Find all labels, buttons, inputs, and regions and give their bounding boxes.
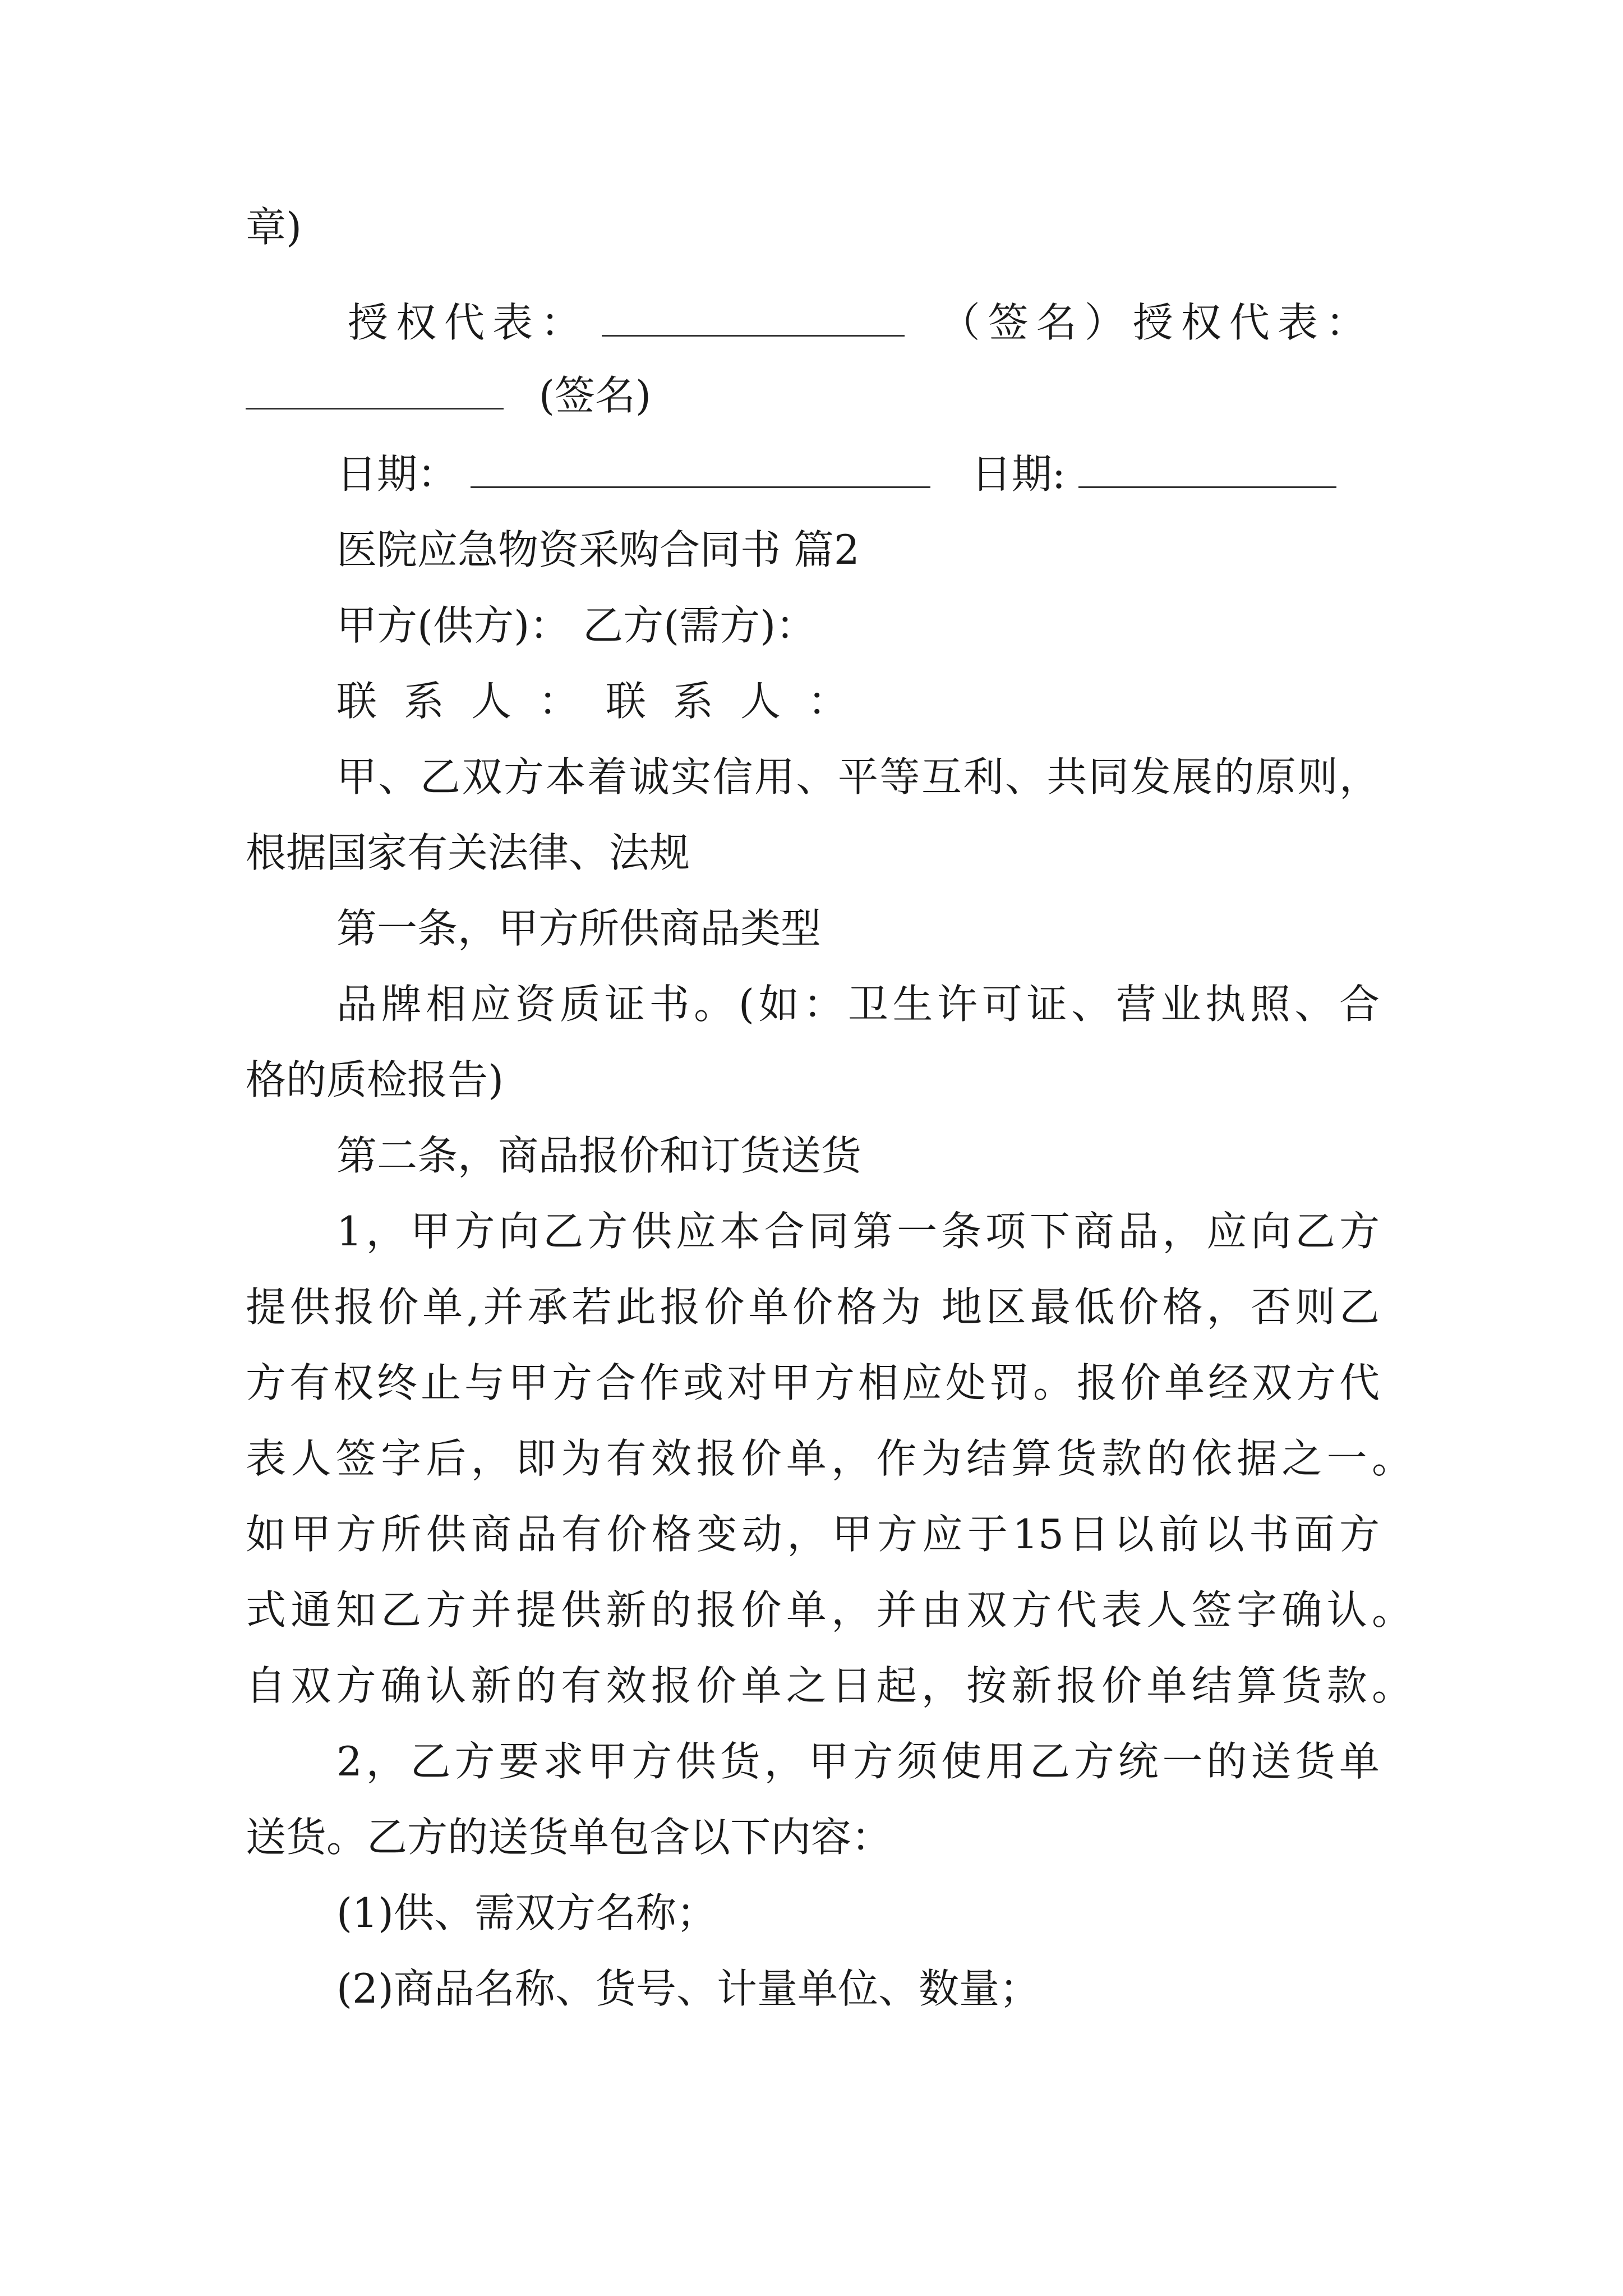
text-line (336, 746, 1380, 808)
text-line (246, 196, 302, 258)
date-label: 日期： (336, 450, 458, 498)
line-text: 甲方(供方)： 乙方(需方)： (336, 602, 817, 649)
line-text: 2，乙方要求甲方供货，甲方须使用乙方统一的送货单 (336, 1738, 1380, 1785)
text-line (336, 670, 875, 732)
date-blank[interactable] (471, 452, 930, 488)
sign-label: (签名) (538, 372, 652, 419)
date-label: 日期: (971, 450, 1066, 498)
line-text: 式通知乙方并提供新的报价单，并由双方代表人签字确认。 (246, 1586, 1412, 1634)
line-text: 甲、乙双方本着诚实信用、平等互利、共同发展的原则， (336, 753, 1380, 800)
signature-line (348, 292, 1374, 353)
section-heading (336, 519, 860, 581)
text-line (246, 1503, 1380, 1565)
line-text: 1，甲方向乙方供应本合同第一条项下商品，应向乙方 (336, 1208, 1380, 1255)
date-blank[interactable] (1078, 452, 1336, 488)
date-line (336, 443, 1336, 505)
list-item (336, 1882, 717, 1944)
line-text: 如甲方所供商品有价格变动，甲方应于15日以前以书面方 (246, 1511, 1380, 1558)
list-item (336, 1958, 1040, 2019)
line-text: 自双方确认新的有效报价单之日起，按新报价单结算货款。 (246, 1662, 1412, 1709)
signature-line (246, 365, 651, 426)
signature-blank[interactable] (602, 300, 905, 337)
text-line (246, 822, 690, 884)
text-line (246, 1352, 1380, 1414)
text-line (246, 1428, 1412, 1489)
sign-and-rep-label: （签名）授权代表： (939, 299, 1374, 346)
line-text: 送货。乙方的送货单包含以下内容： (246, 1814, 892, 1861)
line-text: 提供报价单,并承若此报价单价格为 地区最低价格，否则乙 (246, 1283, 1380, 1331)
line-text: 第一条，甲方所供商品类型 (336, 905, 822, 952)
text-line (336, 1125, 861, 1186)
text-line (246, 1049, 504, 1111)
text-line (246, 1579, 1412, 1641)
line-text: 根据国家有关法律、法规 (246, 829, 690, 876)
text-line (336, 595, 816, 656)
line-text: 表人签字后，即为有效报价单，作为结算货款的依据之一。 (246, 1435, 1412, 1482)
line-text: (1)供、需双方名称； (336, 1889, 717, 1936)
line-text: 格的质检报告) (246, 1056, 504, 1103)
text-line (336, 973, 1380, 1035)
text-line (336, 1731, 1380, 1792)
line-text: 医院应急物资采购合同书 篇2 (336, 526, 860, 573)
line-text: 联系人：联系人： (336, 678, 875, 725)
text-line (246, 1276, 1380, 1338)
text-line (246, 1655, 1412, 1717)
text-line (336, 898, 821, 959)
text-line (336, 1200, 1380, 1262)
line-text: 品牌相应资质证书。(如：卫生许可证、营业执照、合 (336, 981, 1380, 1028)
line-text: 第二条，商品报价和订货送货 (336, 1132, 862, 1179)
line-text: (2)商品名称、货号、计量单位、数量； (336, 1965, 1040, 2012)
line-text: 方有权终止与甲方合作或对甲方相应处罚。报价单经双方代 (246, 1359, 1380, 1406)
line-text: 章) (246, 204, 302, 251)
text-line (246, 1806, 892, 1868)
signature-blank[interactable] (246, 373, 504, 409)
authorized-rep-label: 授权代表： (348, 299, 589, 346)
